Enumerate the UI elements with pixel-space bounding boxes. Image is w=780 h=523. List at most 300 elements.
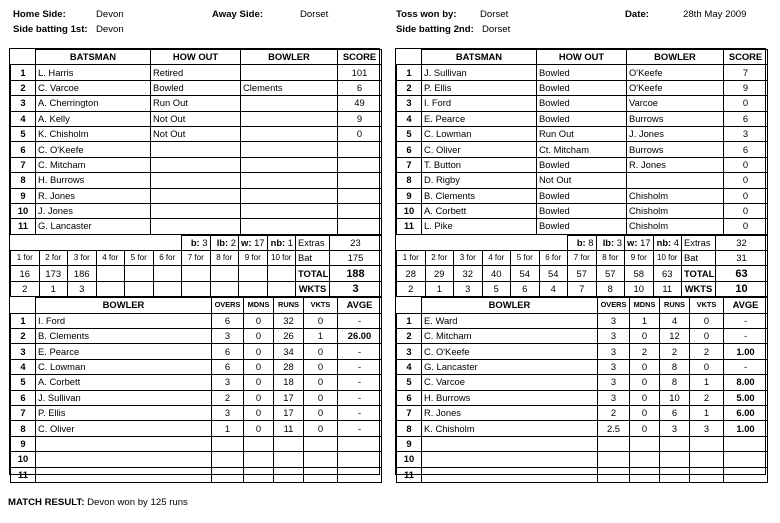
bowler-overs: 3	[598, 313, 630, 328]
bowler-wickets	[690, 452, 724, 467]
batsman-name: C. Mitcham	[36, 157, 151, 172]
how-out: Bowled	[537, 219, 627, 234]
bowler-overs: 3	[598, 329, 630, 344]
bowler-wickets: 0	[304, 344, 338, 359]
fow-label: 7 for	[568, 251, 597, 266]
batsman-number: 6	[11, 142, 36, 157]
fow-score: 57	[596, 266, 625, 281]
batsman-score: 0	[724, 173, 768, 188]
batting-row	[397, 96, 768, 111]
how-out: Not Out	[151, 111, 241, 126]
bowler-maidens	[630, 467, 660, 482]
bowling-row	[397, 467, 768, 482]
fow-score-row	[11, 266, 382, 281]
bowler-wickets: 0	[304, 313, 338, 328]
extras-total: 23	[330, 235, 382, 250]
batting-row	[397, 65, 768, 80]
bowler-overs	[212, 467, 244, 482]
bowler-overs: 2	[598, 405, 630, 420]
bowling-row	[11, 359, 382, 374]
total-label: TOTAL	[296, 266, 330, 281]
bowler-name: G. Lancaster	[422, 359, 598, 374]
bowler-average: 1.00	[724, 344, 768, 359]
bowler-maidens: 0	[244, 405, 274, 420]
fow-score: 173	[39, 266, 68, 281]
fow-batsman-out	[267, 281, 296, 296]
how-out: Bowled	[537, 203, 627, 218]
bowler-runs: 8	[660, 359, 690, 374]
bowler-maidens	[630, 452, 660, 467]
fow-batsman-out	[96, 281, 125, 296]
bowler-average: 5.00	[724, 390, 768, 405]
bowling-row	[397, 436, 768, 451]
batsman-name: A. Corbett	[422, 203, 537, 218]
date-label: Date:	[625, 9, 649, 20]
how-out: Bowled	[151, 80, 241, 95]
batsman-name: C. Oliver	[422, 142, 537, 157]
innings-wickets: 10	[716, 281, 768, 296]
batsman-name: R. Jones	[36, 188, 151, 203]
bowler-header: BOWLER	[241, 50, 338, 65]
fow-batsman-out	[125, 281, 154, 296]
bowler-wickets	[690, 436, 724, 451]
runs-header: RUNS	[660, 298, 690, 313]
fow-batsman-out: 3	[454, 281, 483, 296]
extras-lb: lb: 3	[596, 235, 625, 250]
batting-first-value: Devon	[96, 24, 124, 35]
bowler-number: 8	[397, 421, 422, 436]
score-header: SCORE	[338, 50, 382, 65]
fow-label: 9 for	[239, 251, 268, 266]
bowler-name: A. Corbett	[36, 375, 212, 390]
batsman-header: BATSMAN	[422, 50, 537, 65]
bowler-maidens: 0	[630, 329, 660, 344]
bowling-header-row	[397, 298, 768, 313]
how-out: Retired	[151, 65, 241, 80]
fow-batsman-out: 10	[625, 281, 654, 296]
bowler-average	[724, 436, 768, 451]
bowler-runs: 12	[660, 329, 690, 344]
bowler-runs: 28	[274, 359, 304, 374]
dismissal-bowler: Burrows	[627, 111, 724, 126]
batsman-score: 0	[724, 219, 768, 234]
score-header: SCORE	[724, 50, 768, 65]
batsman-name: H. Burrows	[36, 173, 151, 188]
batting-row	[397, 111, 768, 126]
how-out: Run Out	[151, 96, 241, 111]
fow-label: 6 for	[153, 251, 182, 266]
bowling-row	[11, 390, 382, 405]
bowler-overs: 3	[598, 375, 630, 390]
bowling-table	[10, 297, 382, 483]
bowler-runs	[660, 452, 690, 467]
bowler-maidens: 0	[244, 375, 274, 390]
dismissal-bowler	[241, 142, 338, 157]
batting-row	[397, 173, 768, 188]
bowler-number: 6	[11, 390, 36, 405]
batsman-number: 11	[397, 219, 422, 234]
bowler-overs	[598, 467, 630, 482]
innings-card-1	[9, 48, 380, 480]
batting-row	[11, 219, 382, 234]
batsman-name: J. Jones	[36, 203, 151, 218]
bowler-wickets	[304, 436, 338, 451]
dismissal-bowler	[241, 126, 338, 141]
bowler-maidens: 0	[630, 421, 660, 436]
bowler-wickets	[690, 467, 724, 482]
bowler-maidens	[244, 452, 274, 467]
overs-header: OVERS	[598, 298, 630, 313]
fow-label: 4 for	[96, 251, 125, 266]
extras-label: Extras	[296, 235, 330, 250]
bowler-name: P. Ellis	[36, 405, 212, 420]
bowler-average: -	[724, 329, 768, 344]
bowler-average	[724, 467, 768, 482]
bat-label: Bat	[296, 251, 330, 266]
bowler-runs: 18	[274, 375, 304, 390]
date-value: 28th May 2009	[683, 9, 747, 20]
bowler-maidens: 0	[244, 313, 274, 328]
batting-table	[10, 49, 382, 235]
bowler-name	[36, 452, 212, 467]
home-side-value: Devon	[96, 9, 124, 20]
dismissal-bowler: Chisholm	[627, 188, 724, 203]
average-header: AVGE	[724, 298, 768, 313]
bowler-wickets: 1	[304, 329, 338, 344]
bowler-number: 11	[397, 467, 422, 482]
extras-row	[397, 235, 768, 250]
bowler-maidens	[630, 436, 660, 451]
how-out: Ct. Mitcham	[537, 142, 627, 157]
fow-score	[182, 266, 211, 281]
batsman-number: 6	[397, 142, 422, 157]
batsman-score	[338, 188, 382, 203]
bowler-number: 9	[397, 436, 422, 451]
bowler-overs	[212, 452, 244, 467]
batsman-score: 101	[338, 65, 382, 80]
match-result	[8, 497, 188, 508]
fow-batsman-out: 4	[539, 281, 568, 296]
bat-total: 175	[330, 251, 382, 266]
bowling-row	[397, 421, 768, 436]
batting-row	[11, 157, 382, 172]
bowler-maidens: 0	[630, 359, 660, 374]
bowler-average: -	[338, 313, 382, 328]
bowler-overs: 3	[212, 405, 244, 420]
batsman-header: BATSMAN	[36, 50, 151, 65]
average-header: AVGE	[338, 298, 382, 313]
how-out	[151, 219, 241, 234]
bowler-number: 5	[11, 375, 36, 390]
bowling-row	[11, 421, 382, 436]
batsman-score: 7	[724, 65, 768, 80]
bowling-row	[397, 375, 768, 390]
bowler-average	[338, 436, 382, 451]
batsman-score: 0	[724, 203, 768, 218]
batting-row	[397, 142, 768, 157]
how-out: Not Out	[151, 126, 241, 141]
batsman-name: P. Ellis	[422, 80, 537, 95]
bowler-runs	[660, 436, 690, 451]
innings-total: 188	[330, 266, 382, 281]
batsman-score: 0	[724, 157, 768, 172]
batsman-score	[338, 157, 382, 172]
bowler-overs: 2.5	[598, 421, 630, 436]
how-out: Bowled	[537, 157, 627, 172]
bowler-average: -	[338, 421, 382, 436]
batsman-name: C. O'Keefe	[36, 142, 151, 157]
bowler-name: E. Pearce	[36, 344, 212, 359]
batsman-score	[338, 173, 382, 188]
bowler-average: -	[338, 390, 382, 405]
batsman-name: C. Varcoe	[36, 80, 151, 95]
dismissal-bowler: R. Jones	[627, 157, 724, 172]
bowler-wickets: 0	[304, 390, 338, 405]
batsman-name: T. Button	[422, 157, 537, 172]
bowler-number: 4	[11, 359, 36, 374]
bowler-runs: 11	[274, 421, 304, 436]
batsman-number: 11	[11, 219, 36, 234]
bowler-name: R. Jones	[422, 405, 598, 420]
bowler-overs: 3	[598, 359, 630, 374]
fow-label: 9 for	[625, 251, 654, 266]
how-out: Bowled	[537, 111, 627, 126]
batting-row	[397, 203, 768, 218]
bowling-row	[11, 313, 382, 328]
dismissal-bowler: J. Jones	[627, 126, 724, 141]
away-side-value: Dorset	[300, 9, 329, 20]
bowler-average: -	[724, 359, 768, 374]
batting-first-label: Side batting 1st:	[13, 24, 88, 35]
batting-row	[397, 188, 768, 203]
bowler-number: 8	[11, 421, 36, 436]
batting-row	[11, 142, 382, 157]
bowler-average	[338, 467, 382, 482]
batsman-number: 10	[11, 203, 36, 218]
batsman-name: I. Ford	[422, 96, 537, 111]
extras-w: w: 17	[239, 235, 268, 250]
bowler-wickets: 3	[690, 421, 724, 436]
how-out: Bowled	[537, 188, 627, 203]
bowler-runs	[274, 452, 304, 467]
bowling-row	[11, 452, 382, 467]
batsman-number: 5	[11, 126, 36, 141]
dismissal-bowler: O'Keefe	[627, 65, 724, 80]
bowler-header: BOWLER	[422, 298, 598, 313]
dismissal-bowler	[241, 203, 338, 218]
bowler-maidens: 1	[630, 313, 660, 328]
fow-score: 54	[539, 266, 568, 281]
bowler-name	[36, 436, 212, 451]
bowler-runs: 17	[274, 405, 304, 420]
fow-score: 57	[568, 266, 597, 281]
fow-batsman-out: 5	[482, 281, 511, 296]
bowler-name	[422, 467, 598, 482]
bowler-overs: 6	[212, 313, 244, 328]
fow-batsman-out	[210, 281, 239, 296]
how-out-header: HOW OUT	[151, 50, 241, 65]
batsman-number: 10	[397, 203, 422, 218]
bowling-row	[11, 344, 382, 359]
batsman-score	[338, 219, 382, 234]
extras-nb: nb: 1	[267, 235, 296, 250]
bowling-row	[397, 344, 768, 359]
bowler-maidens: 2	[630, 344, 660, 359]
extras-row	[11, 235, 382, 250]
bowler-wickets: 0	[690, 359, 724, 374]
wickets-header: VKTS	[304, 298, 338, 313]
fow-batsman-out: 2	[397, 281, 426, 296]
bowler-name: C. Oliver	[36, 421, 212, 436]
dismissal-bowler	[241, 219, 338, 234]
dismissal-bowler: Chisholm	[627, 219, 724, 234]
bowler-overs: 3	[212, 329, 244, 344]
bowling-row	[11, 329, 382, 344]
batsman-number: 4	[397, 111, 422, 126]
fow-score: 40	[482, 266, 511, 281]
batsman-name: A. Cherrington	[36, 96, 151, 111]
bowler-average: -	[338, 359, 382, 374]
bowler-runs: 34	[274, 344, 304, 359]
bowler-name	[36, 467, 212, 482]
bowler-average: -	[338, 375, 382, 390]
batsman-score: 6	[724, 142, 768, 157]
bowler-maidens: 0	[630, 405, 660, 420]
bowler-wickets: 1	[690, 405, 724, 420]
bowler-maidens: 0	[244, 344, 274, 359]
bowling-row	[397, 405, 768, 420]
dismissal-bowler: Burrows	[627, 142, 724, 157]
innings-wickets: 3	[330, 281, 382, 296]
bowler-runs: 6	[660, 405, 690, 420]
fow-score: 29	[425, 266, 454, 281]
fow-label: 5 for	[511, 251, 540, 266]
bowler-name: E. Ward	[422, 313, 598, 328]
batsman-name: E. Pearce	[422, 111, 537, 126]
fow-score	[239, 266, 268, 281]
batsman-number: 2	[11, 80, 36, 95]
innings-total: 63	[716, 266, 768, 281]
bowler-number: 10	[11, 452, 36, 467]
batsman-score: 9	[338, 111, 382, 126]
fow-label: 10 for	[653, 251, 682, 266]
fow-score: 58	[625, 266, 654, 281]
how-out	[151, 173, 241, 188]
bowling-header-row	[11, 298, 382, 313]
batting-row	[11, 173, 382, 188]
fow-score: 186	[68, 266, 97, 281]
fow-batsman-out: 2	[11, 281, 40, 296]
bowler-name: I. Ford	[36, 313, 212, 328]
wkts-label: WKTS	[296, 281, 330, 296]
batsman-score: 0	[724, 96, 768, 111]
fall-of-wickets-table	[10, 235, 382, 298]
bowler-number: 1	[11, 313, 36, 328]
bowling-row	[11, 467, 382, 482]
bowler-number: 2	[11, 329, 36, 344]
bowler-maidens: 0	[630, 390, 660, 405]
fow-label: 8 for	[596, 251, 625, 266]
batting-row	[397, 219, 768, 234]
batting-row	[397, 157, 768, 172]
fow-batsman-out: 8	[596, 281, 625, 296]
bowler-header: BOWLER	[36, 298, 212, 313]
dismissal-bowler: Chisholm	[627, 203, 724, 218]
batting-row	[11, 126, 382, 141]
fow-batsman-out: 3	[68, 281, 97, 296]
how-out	[151, 142, 241, 157]
bowler-runs: 8	[660, 375, 690, 390]
fow-batsman-out: 11	[653, 281, 682, 296]
dismissal-bowler	[241, 173, 338, 188]
bowling-row	[397, 313, 768, 328]
bowler-number: 6	[397, 390, 422, 405]
dismissal-bowler	[241, 65, 338, 80]
bowler-overs: 3	[598, 390, 630, 405]
fow-label: 10 for	[267, 251, 296, 266]
bowler-name: C. O'Keefe	[422, 344, 598, 359]
batting-row	[11, 96, 382, 111]
fow-score	[153, 266, 182, 281]
extras-label: Extras	[682, 235, 716, 250]
bowler-overs: 2	[212, 390, 244, 405]
bowler-average: 6.00	[724, 405, 768, 420]
bowler-average: 26.00	[338, 329, 382, 344]
batting-row	[11, 203, 382, 218]
toss-value: Dorset	[480, 9, 509, 20]
bowler-maidens: 0	[244, 421, 274, 436]
fow-label: 6 for	[539, 251, 568, 266]
how-out: Not Out	[537, 173, 627, 188]
fow-batsman-out	[182, 281, 211, 296]
bowler-number: 7	[11, 405, 36, 420]
dismissal-bowler: O'Keefe	[627, 80, 724, 95]
bowler-number: 10	[397, 452, 422, 467]
bowler-overs: 1	[212, 421, 244, 436]
bowler-name: C. Mitcham	[422, 329, 598, 344]
fow-batsman-out: 1	[39, 281, 68, 296]
batsman-number: 1	[397, 65, 422, 80]
fow-label: 5 for	[125, 251, 154, 266]
fow-label-row	[11, 251, 382, 266]
bowler-maidens: 0	[244, 390, 274, 405]
bowler-name: K. Chisholm	[422, 421, 598, 436]
bowler-number: 4	[397, 359, 422, 374]
bat-label: Bat	[682, 251, 716, 266]
bowler-overs: 3	[212, 375, 244, 390]
bowler-wickets: 0	[690, 329, 724, 344]
bowler-name: C. Varcoe	[422, 375, 598, 390]
extras-w: w: 17	[625, 235, 654, 250]
bowling-table	[396, 297, 768, 483]
bowler-overs	[212, 436, 244, 451]
fow-score: 28	[397, 266, 426, 281]
batting-header-row	[397, 50, 768, 65]
batsman-score: 6	[338, 80, 382, 95]
batting-row	[11, 80, 382, 95]
batsman-number: 4	[11, 111, 36, 126]
bowler-number: 7	[397, 405, 422, 420]
bowler-runs	[660, 467, 690, 482]
batsman-name: A. Kelly	[36, 111, 151, 126]
fow-label: 8 for	[210, 251, 239, 266]
batsman-name: L. Harris	[36, 65, 151, 80]
dismissal-bowler: Clements	[241, 80, 338, 95]
bowler-average: -	[724, 313, 768, 328]
bowler-number: 3	[397, 344, 422, 359]
home-side-label: Home Side:	[13, 9, 66, 20]
bowler-number: 1	[397, 313, 422, 328]
